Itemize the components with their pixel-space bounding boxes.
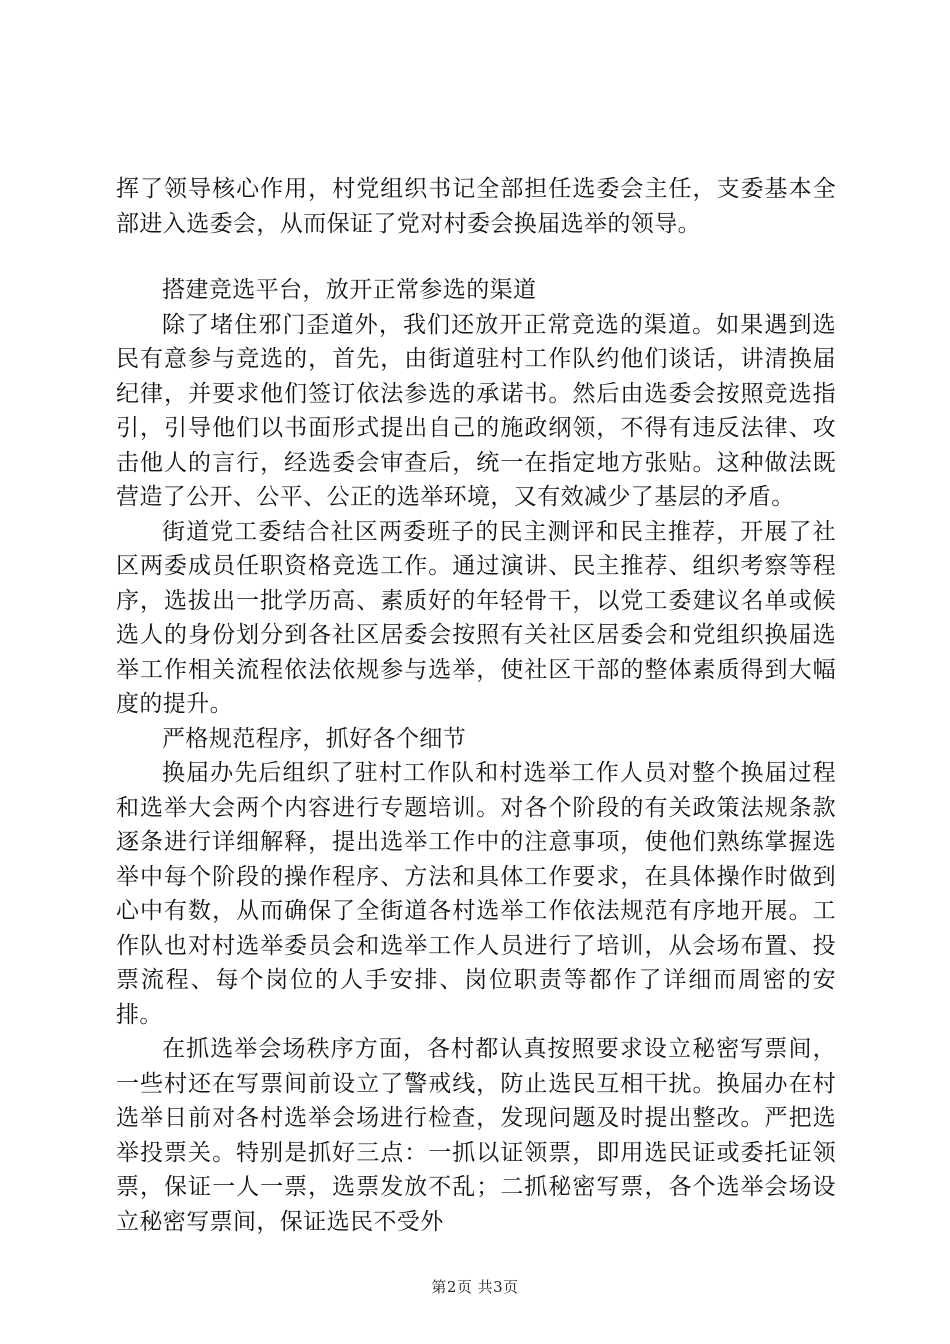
paragraph-community-election: 街道党工委结合社区两委班子的民主测评和民主推荐，开展了社区两委成员任职资格竞选工作。通过演讲、民主推荐、组织考察等程序，选拔出一批学历高、素质好的年轻骨干，以党工委建议名单或候选人的身份划分到各社区居委会按照有关社区居委会和党组织换届选举工作相关流程依法依规参与选举，使社区干部的整体素质得到大幅度的提升。 <box>116 518 836 717</box>
section-heading-procedures: 严格规范程序，抓好各个细节 <box>162 725 467 752</box>
page-number-footer: 第2页 共3页 <box>431 1278 519 1296</box>
paragraph-open-channels: 除了堵住邪门歪道外，我们还放开正常竞选的渠道。如果遇到选民有意参与竞选的，首先，由街道驻村工作队约他们谈话，讲清换届纪律，并要求他们签订依法参选的承诺书。然后由选委会按照竞选指引，引导他们以书面形式提出自己的施政纲领，不得有违反法律、攻击他人的言行，经选委会审查后，统一在指定地方张贴。这种做法既营造了公开、公平、公正的选举环境，又有效减少了基层的矛盾。 <box>116 311 836 510</box>
paragraph-training: 换届办先后组织了驻村工作队和村选举工作人员对整个换届过程和选举大会两个内容进行专题培训。对各个阶段的有关政策法规条款逐条进行详细解释，提出选举工作中的注意事项，使他们熟练掌握选举中每个阶段的操作程序、方法和具体工作要求，在具体操作时做到心中有数，从而确保了全街道各村选举工作依法规范有序地开展。工作队也对村选举委员会和选举工作人员进行了培训，从会场布置、投票流程、每个岗位的人手安排、岗位职责等都作了详细而周密的安排。 <box>116 760 836 1028</box>
document-body <box>116 172 836 1239</box>
paragraph-continuation: 挥了领导核心作用，村党组织书记全部担任选委会主任，支委基本全部进入选委会，从而保证了党对村委会换届选举的领导。 <box>116 176 836 237</box>
paragraph-venue-order: 在抓选举会场秩序方面，各村都认真按照要求设立秘密写票间，一些村还在写票间前设立了警戒线，防止选民互相干扰。换届办在村选举日前对各村选举会场进行检查，发现问题及时提出整改。严把选举投票关。特别是抓好三点：一抓以证领票，即用选民证或委托证领票，保证一人一票，选票发放不乱；二抓秘密写票，各个选举会场设立秘密写票间，保证选民不受外 <box>116 1036 836 1235</box>
section-heading-campaign-platform: 搭建竞选平台，放开正常参选的渠道 <box>162 277 537 303</box>
